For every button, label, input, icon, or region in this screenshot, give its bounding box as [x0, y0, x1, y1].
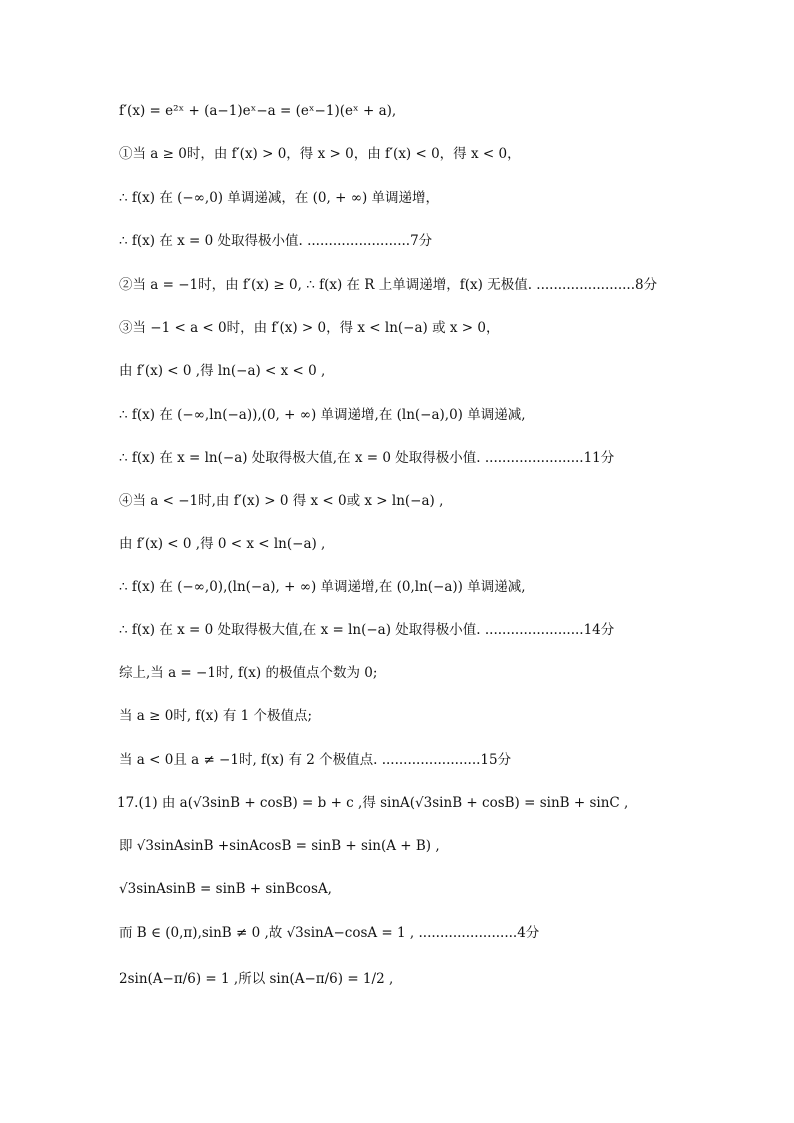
text-line-18: 即 √3sinAsinB +sinAcosB = sinB + sin(A + B) , — [119, 838, 440, 854]
text-line-14: 综上,当 a = −1时, f(x) 的极值点个数为 0; — [119, 665, 378, 681]
text-line-6: ③当 −1 < a < 0时，由 f′(x) > 0，得 x < ln(−a) 或 x > 0， — [119, 320, 500, 336]
text-line-19: √3sinAsinB = sinB + sinBcosA, — [119, 881, 332, 897]
text-line-16: 当 a < 0且 a ≠ −1时, f(x) 有 2 个极值点. .......................15分 — [119, 752, 512, 768]
text-line-15: 当 a ≥ 0时, f(x) 有 1 个极值点; — [119, 708, 313, 724]
text-line-8: ∴ f(x) 在 (−∞,ln(−a)),(0, + ∞) 单调递增,在 (ln(−a),0) 单调递减, — [119, 407, 526, 423]
text-line-13: ∴ f(x) 在 x = 0 处取得极大值,在 x = ln(−a) 处取得极小值. .......................14分 — [119, 622, 615, 638]
text-line-1: f′(x) = e²ˣ + (a−1)eˣ−a = (eˣ−1)(eˣ + a), — [119, 103, 397, 119]
text-line-12: ∴ f(x) 在 (−∞,0),(ln(−a), + ∞) 单调递增,在 (0,ln(−a)) 单调递减, — [119, 579, 526, 595]
text-line-5: ②当 a = −1时，由 f′(x) ≥ 0, ∴ f(x) 在 R 上单调递增，f(x) 无极值. .......................8分 — [119, 277, 658, 293]
text-line-7: 由 f′(x) < 0 ,得 ln(−a) < x < 0 , — [119, 363, 326, 379]
text-line-3: ∴ f(x) 在 (−∞,0) 单调递减，在 (0, + ∞) 单调递增， — [119, 190, 440, 206]
text-line-17: 17.(1) 由 a(√3sinB + cosB) = b + c ,得 sinA(√3sinB + cosB) = sinB + sinC , — [117, 795, 629, 811]
text-line-21: 2sin(A−π/6) = 1 ,所以 sin(A−π/6) = 1/2 , — [119, 971, 394, 987]
text-line-20: 而 B ∈ (0,π),sinB ≠ 0 ,故 √3sinA−cosA = 1 , .......................4分 — [119, 925, 540, 941]
text-line-11: 由 f′(x) < 0 ,得 0 < x < ln(−a) , — [119, 536, 326, 552]
text-line-2: ①当 a ≥ 0时，由 f′(x) > 0，得 x > 0，由 f′(x) < 0，得 x < 0， — [119, 146, 521, 162]
text-line-10: ④当 a < −1时,由 f′(x) > 0 得 x < 0或 x > ln(−a) , — [119, 493, 444, 509]
text-line-4: ∴ f(x) 在 x = 0 处取得极小值. ........................7分 — [119, 233, 433, 249]
text-line-9: ∴ f(x) 在 x = ln(−a) 处取得极大值,在 x = 0 处取得极小值. .......................11分 — [119, 450, 615, 466]
